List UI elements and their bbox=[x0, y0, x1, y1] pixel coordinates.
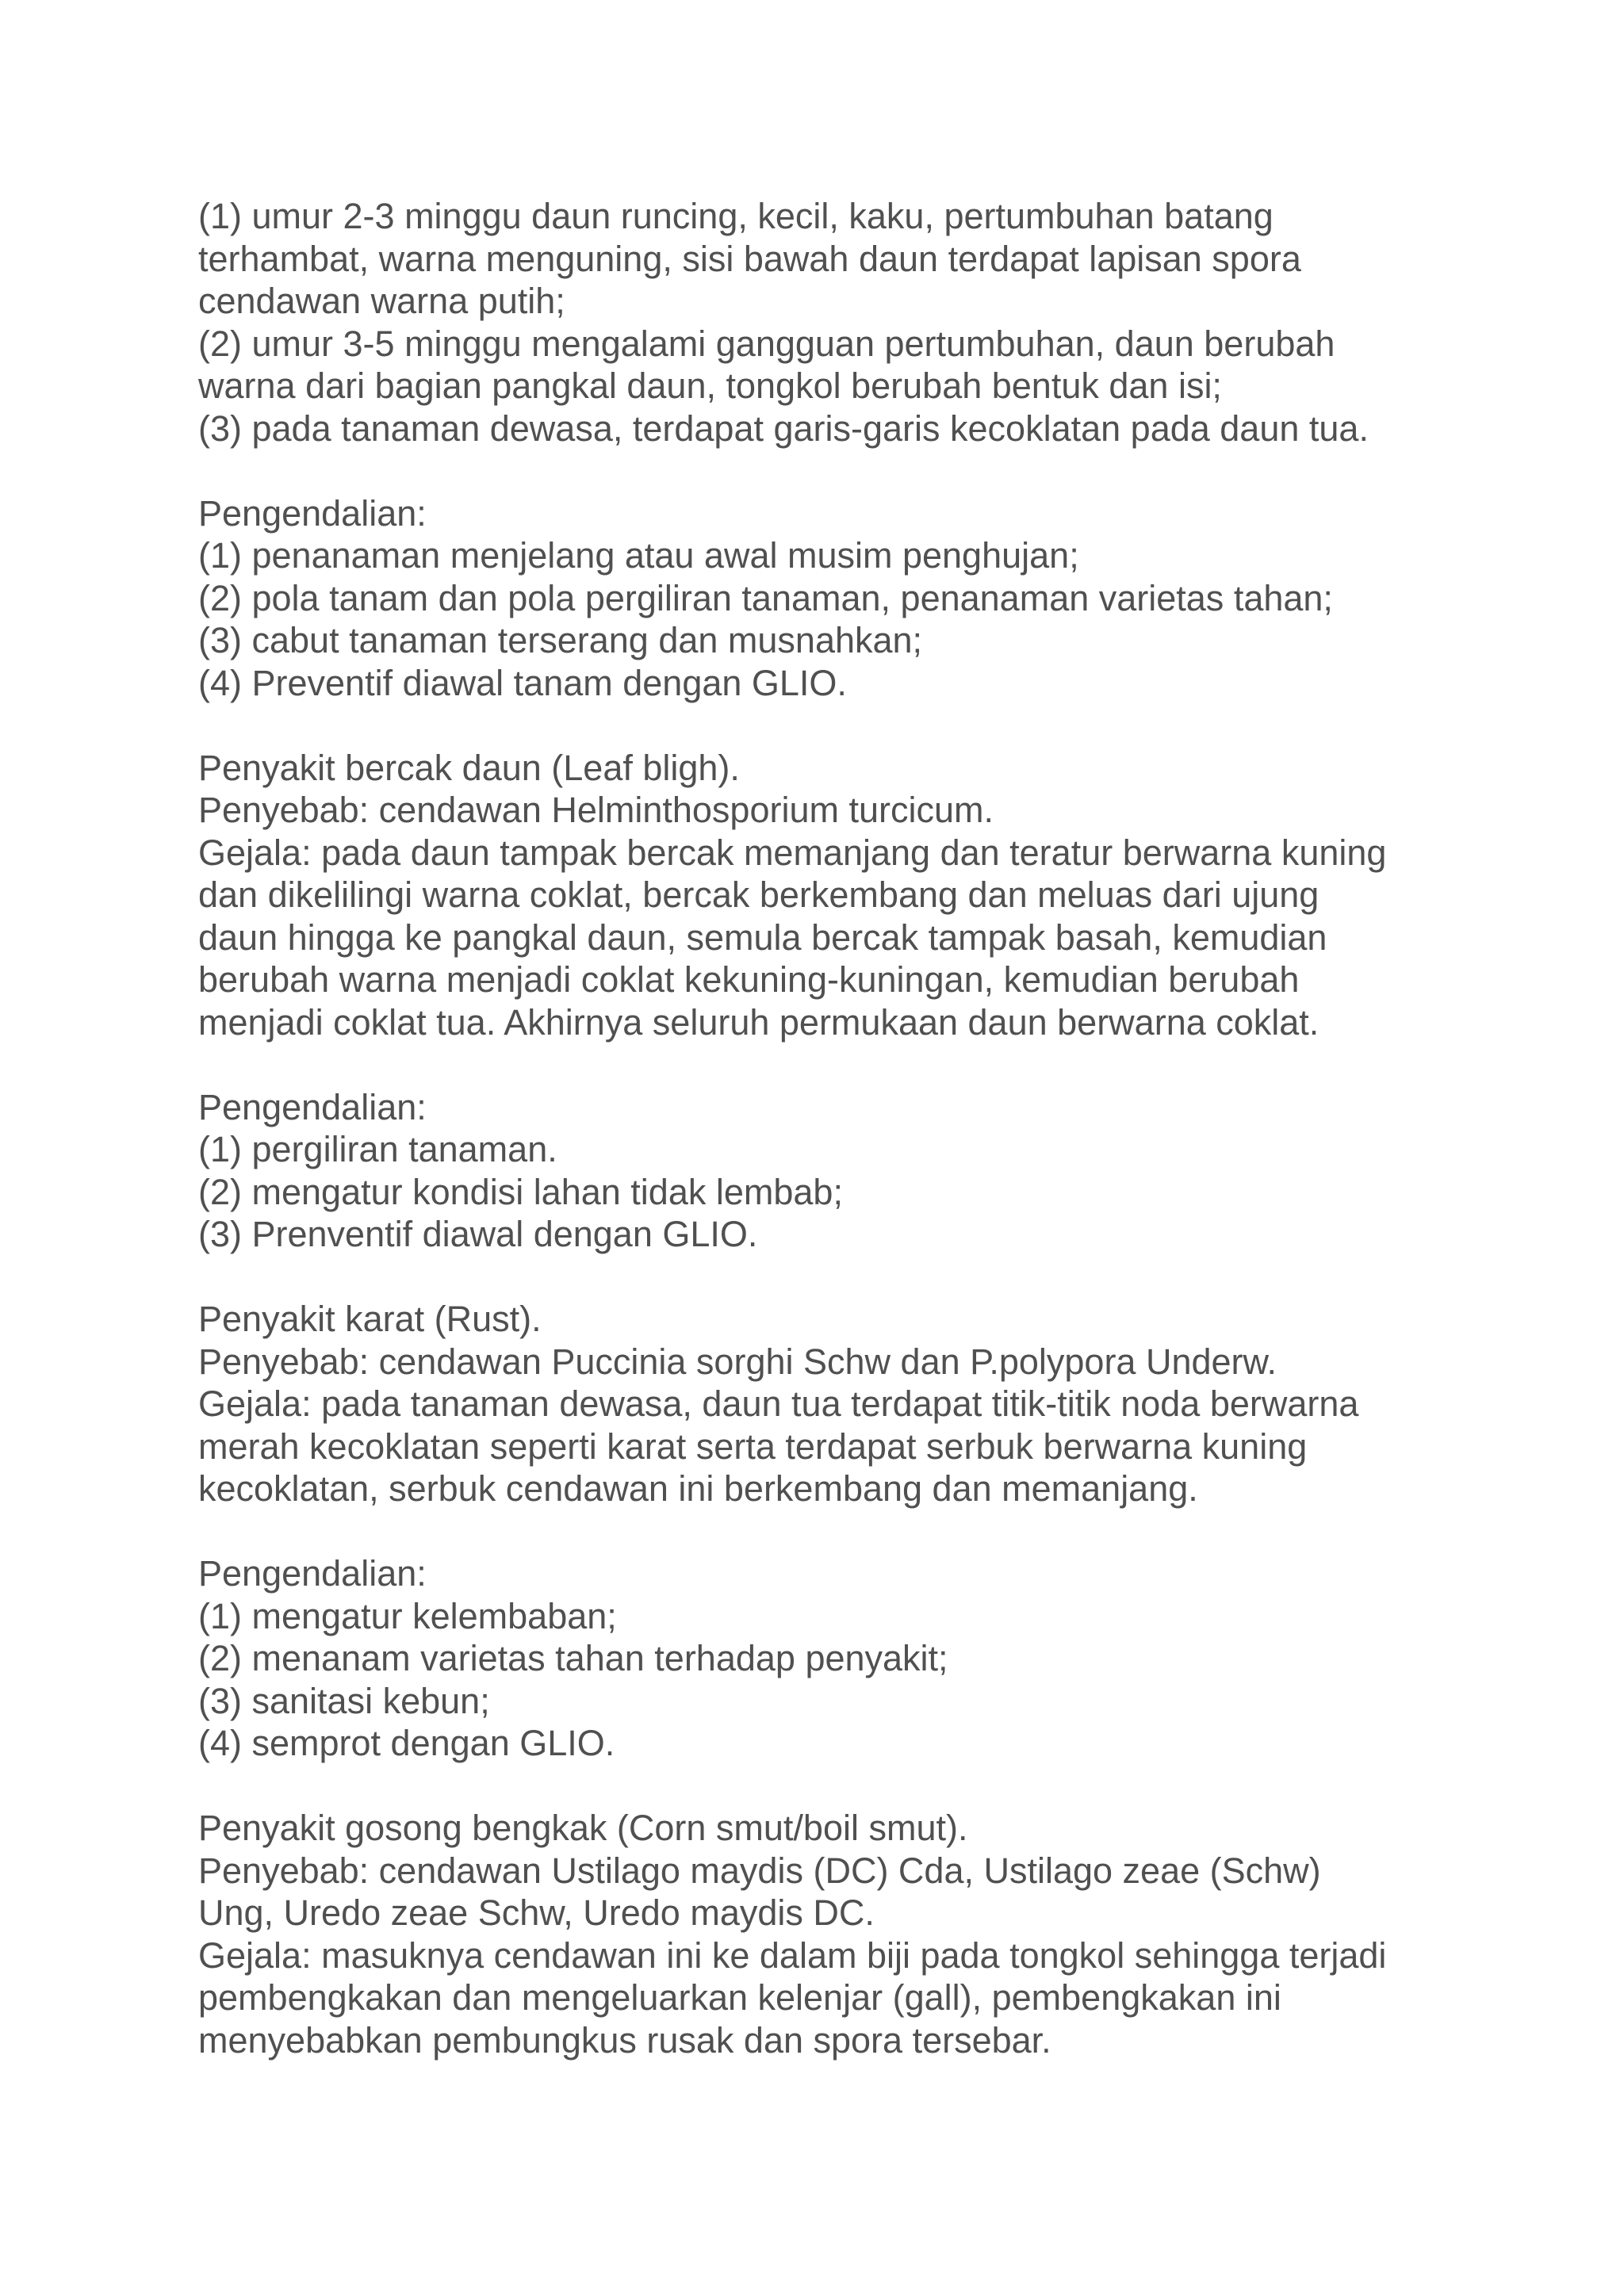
paragraph-gap bbox=[198, 704, 1530, 747]
control-section-2 bbox=[198, 1086, 1530, 1256]
text-line: cendawan warna putih; bbox=[198, 281, 565, 321]
text-line: Penyebab: cendawan Helminthosporium turcicum. bbox=[198, 790, 994, 830]
text-line: kecoklatan, serbuk cendawan ini berkembang dan memanjang. bbox=[198, 1468, 1198, 1509]
text-line: (4) Preventif diawal tanam dengan GLIO. bbox=[198, 662, 847, 703]
section-heading: Pengendalian: bbox=[198, 1086, 427, 1127]
paragraph-gap bbox=[198, 450, 1530, 492]
text-line: warna dari bagian pangkal daun, tongkol berubah bentuk dan isi; bbox=[198, 365, 1222, 406]
text-line: Gejala: pada daun tampak bercak memanjang dan teratur berwarna kuning bbox=[198, 832, 1387, 873]
text-line: Ung, Uredo zeae Schw, Uredo maydis DC. bbox=[198, 1892, 875, 1933]
symptoms-list bbox=[198, 195, 1530, 450]
text-line: menjadi coklat tua. Akhirnya seluruh permukaan daun berwarna coklat. bbox=[198, 1001, 1320, 1043]
text-line: (3) cabut tanaman terserang dan musnahkan; bbox=[198, 620, 923, 660]
text-line: merah kecoklatan seperti karat serta terdapat serbuk berwarna kuning bbox=[198, 1425, 1308, 1467]
text-line: (3) pada tanaman dewasa, terdapat garis-garis kecoklatan pada daun tua. bbox=[198, 408, 1369, 449]
disease-corn-smut bbox=[198, 1807, 1530, 2061]
text-line: (2) pola tanam dan pola pergiliran tanaman, penanaman varietas tahan; bbox=[198, 577, 1333, 618]
text-line: Penyebab: cendawan Puccinia sorghi Schw dan P.polypora Underw. bbox=[198, 1341, 1277, 1382]
paragraph-gap bbox=[198, 1256, 1530, 1299]
text-line: menyebabkan pembungkus rusak dan spora tersebar. bbox=[198, 2019, 1051, 2061]
text-line: (1) pergiliran tanaman. bbox=[198, 1129, 557, 1169]
text-line: (2) umur 3-5 minggu mengalami gangguan pertumbuhan, daun berubah bbox=[198, 323, 1335, 364]
text-line: Gejala: masuknya cendawan ini ke dalam biji pada tongkol sehingga terjadi bbox=[198, 1934, 1387, 1976]
text-line: pembengkakan dan mengeluarkan kelenjar (gall), pembengkakan ini bbox=[198, 1977, 1281, 2018]
paragraph-gap bbox=[198, 1765, 1530, 1808]
section-heading: Pengendalian: bbox=[198, 492, 427, 534]
document-body bbox=[198, 195, 1530, 2061]
disease-title: Penyakit karat (Rust). bbox=[198, 1299, 542, 1339]
disease-leaf-blight bbox=[198, 747, 1530, 1044]
disease-title: Penyakit gosong bengkak (Corn smut/boil smut). bbox=[198, 1808, 968, 1848]
text-line: (1) umur 2-3 minggu daun runcing, kecil, kaku, pertumbuhan batang bbox=[198, 196, 1274, 236]
text-line: berubah warna menjadi coklat kekuning-kuningan, kemudian berubah bbox=[198, 959, 1300, 1000]
section-heading: Pengendalian: bbox=[198, 1553, 427, 1594]
text-line: (3) sanitasi kebun; bbox=[198, 1680, 490, 1721]
paragraph-gap bbox=[198, 1510, 1530, 1553]
text-line: (2) mengatur kondisi lahan tidak lembab; bbox=[198, 1171, 843, 1212]
text-line: (2) menanam varietas tahan terhadap penyakit; bbox=[198, 1638, 948, 1678]
text-line: (1) penanaman menjelang atau awal musim penghujan; bbox=[198, 535, 1079, 576]
text-line: (1) mengatur kelembaban; bbox=[198, 1595, 617, 1636]
disease-rust bbox=[198, 1298, 1530, 1510]
disease-title: Penyakit bercak daun (Leaf bligh). bbox=[198, 747, 740, 788]
text-line: terhambat, warna menguning, sisi bawah daun terdapat lapisan spora bbox=[198, 238, 1301, 279]
text-line: daun hingga ke pangkal daun, semula bercak tampak basah, kemudian bbox=[198, 916, 1327, 958]
text-line: dan dikelilingi warna coklat, bercak berkembang dan meluas dari ujung bbox=[198, 874, 1320, 915]
control-section-3 bbox=[198, 1552, 1530, 1765]
paragraph-gap bbox=[198, 1043, 1530, 1086]
text-line: (4) semprot dengan GLIO. bbox=[198, 1723, 615, 1763]
control-section-1 bbox=[198, 492, 1530, 705]
text-line: (3) Prenventif diawal dengan GLIO. bbox=[198, 1214, 758, 1254]
text-line: Gejala: pada tanaman dewasa, daun tua terdapat titik-titik noda berwarna bbox=[198, 1383, 1359, 1424]
text-line: Penyebab: cendawan Ustilago maydis (DC) Cda, Ustilago zeae (Schw) bbox=[198, 1850, 1321, 1891]
